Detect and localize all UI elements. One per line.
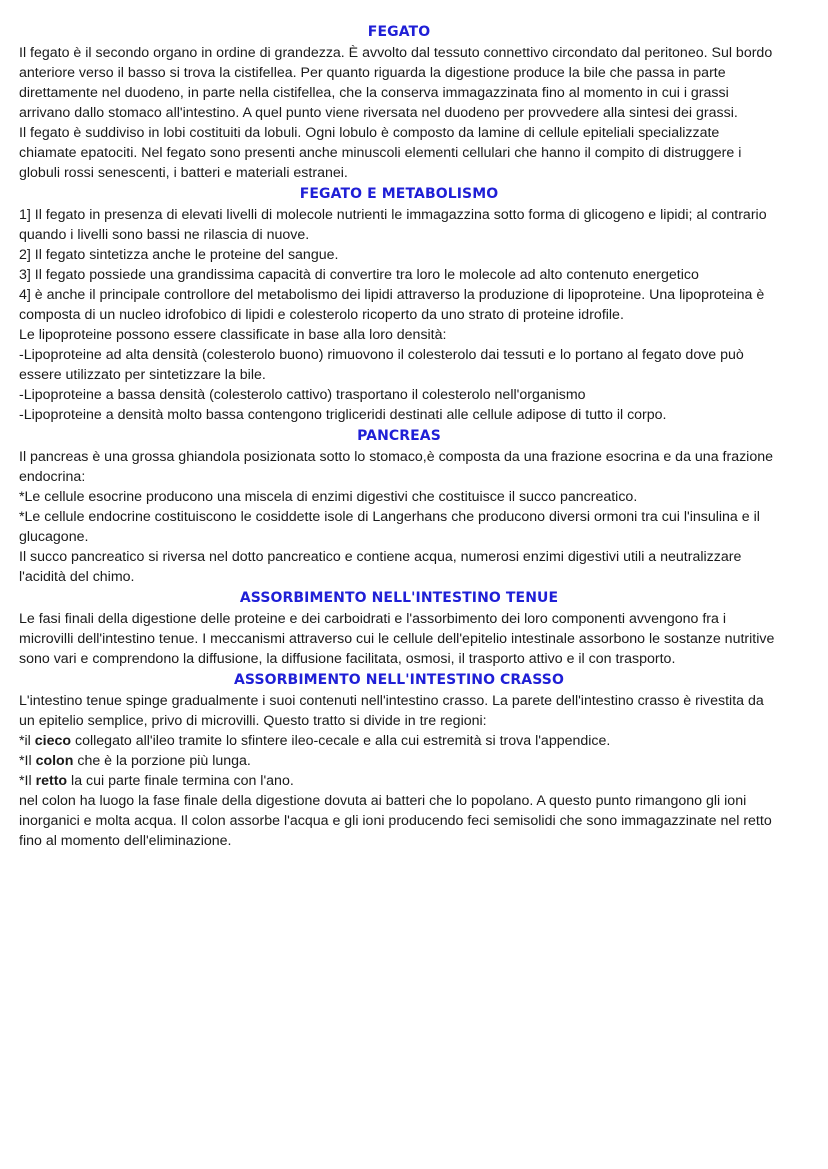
section-heading: PANCREAS (357, 428, 441, 444)
section-heading: ASSORBIMENTO NELL'INTESTINO TENUE (239, 590, 559, 606)
paragraph: Le lipoproteine possono essere classificate in base alla loro densità: (19, 327, 447, 343)
paragraph: -Lipoproteine ad alta densità (colesterolo buono) rimuovono il colesterolo dai tessuti e lo portano al fegato dove può essere utilizzato per sintetizzare la bile. (19, 347, 744, 383)
section-fegato-metabolismo (19, 183, 779, 425)
paragraph: nel colon ha luogo la fase finale della digestione dovuta ai batteri che lo popolano. A questo punto rimangono gli ioni inorganici e molta acqua. Il colon assorbe l'acqua e gli ioni producendo feci semisolidi che sono immagazzinate nel retto fino al momento dell'eliminazione. (19, 793, 772, 849)
paragraph: -Lipoproteine a bassa densità (colesterolo cattivo) trasportano il colesterolo nell'organismo (19, 387, 586, 403)
section-heading: FEGATO (367, 24, 431, 40)
region-item-colon: *Il colon che è la porzione più lunga. (19, 753, 251, 769)
paragraph: 3] Il fegato possiede una grandissima capacità di convertire tra loro le molecole ad alto contenuto energetico (19, 267, 699, 283)
paragraph: -Lipoproteine a densità molto bassa contengono trigliceridi destinati alle cellule adipose di tutto il corpo. (19, 407, 667, 423)
paragraph: 1] Il fegato in presenza di elevati livelli di molecole nutrienti le immagazzina sotto forma di glicogeno e lipidi; al contrario quando i livelli sono bassi ne rilascia di nuove. (19, 207, 767, 243)
paragraph: Le fasi finali della digestione delle proteine e dei carboidrati e l'assorbimento dei loro componenti avvengono fra i microvilli dell'intestino tenue. I meccanismi attraverso cui le cellule dell'epitelio intestinale assorbono le sostanze nutritive sono vari e comprendono la diffusione, la diffusione facilitata, osmosi, il trasporto attivo e il con trasporto. (19, 611, 775, 667)
paragraph: Il succo pancreatico si riversa nel dotto pancreatico e contiene acqua, numerosi enzimi digestivi utili a neutralizzare l'acidità del chimo. (19, 549, 742, 585)
section-intestino-tenue (19, 587, 779, 669)
paragraph: 4] è anche il principale controllore del metabolismo dei lipidi attraverso la produzione di lipoproteine. Una lipoproteina è composta di un nucleo idrofobico di lipidi e colesterolo ricoperto da uno strato di proteine idrofile. (19, 287, 765, 323)
region-item-retto: *Il retto la cui parte finale termina con l'ano. (19, 773, 294, 789)
paragraph: Il fegato è suddiviso in lobi costituiti da lobuli. Ogni lobulo è composto da lamine di cellule epiteliali specializzate chiamate epatociti. Nel fegato sono presenti anche minuscoli elementi cellulari che hanno il compito di distruggere i globuli rossi senescenti, i batteri e materiali estranei. (19, 125, 742, 181)
region-term: retto (35, 773, 68, 789)
region-term: cieco (34, 733, 72, 749)
section-heading: ASSORBIMENTO NELL'INTESTINO CRASSO (234, 672, 564, 688)
section-heading: FEGATO E METABOLISMO (299, 186, 499, 202)
paragraph: 2] Il fegato sintetizza anche le proteine del sangue. (19, 247, 339, 263)
region-term: colon (35, 753, 74, 769)
section-pancreas (19, 425, 779, 587)
paragraph: L'intestino tenue spinge gradualmente i suoi contenuti nell'intestino crasso. La parete dell'intestino crasso è rivestita da un epitelio semplice, privo di microvilli. Questo tratto si divide in tre regioni: (19, 693, 764, 729)
paragraph: *Le cellule endocrine costituiscono le cosiddette isole di Langerhans che producono diversi ormoni tra cui l'insulina e il glucagone. (19, 509, 760, 545)
paragraph: Il pancreas è una grossa ghiandola posizionata sotto lo stomaco,è composta da una frazione esocrina e da una frazione endocrina: (19, 449, 773, 485)
document-page (19, 21, 779, 851)
region-item-cieco: *il cieco collegato all'ileo tramite lo sfintere ileo-cecale e alla cui estremità si trova l'appendice. (19, 733, 611, 749)
paragraph: Il fegato è il secondo organo in ordine di grandezza. È avvolto dal tessuto connettivo circondato dal peritoneo. Sul bordo anteriore verso il basso si trova la cistifellea. Per quanto riguarda la digestione produce la bile che passa in parte direttamente nel duodeno, in parte nella cistifellea, che la conserva immagazzinata fino al momento in cui i grassi arrivano dallo stomaco all'intestino. A quel punto viene riversata nel duodeno per provvedere alla sintesi dei grassi. (19, 45, 773, 121)
section-fegato (19, 21, 779, 183)
paragraph: *Le cellule esocrine producono una miscela di enzimi digestivi che costituisce il succo pancreatico. (19, 489, 638, 505)
section-intestino-crasso (19, 669, 779, 851)
